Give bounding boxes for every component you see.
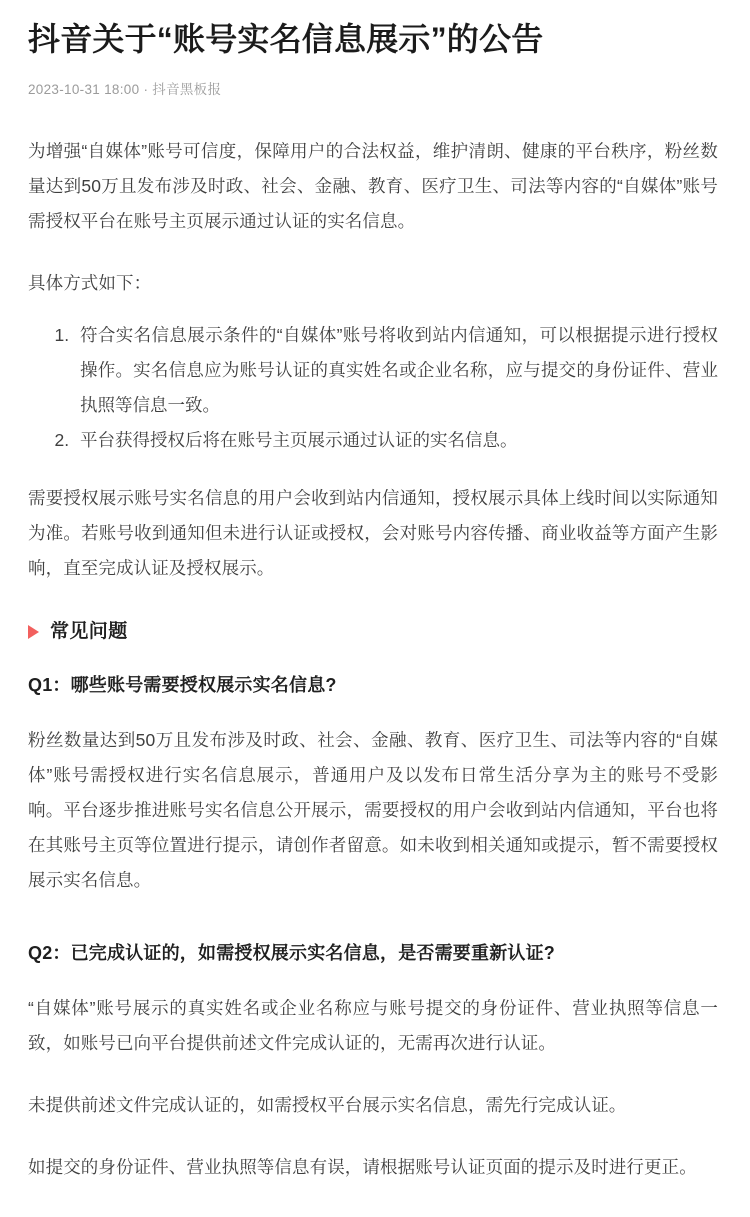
faq-question: Q2：已完成认证的，如需授权展示实名信息，是否需要重新认证?: [28, 943, 556, 964]
steps-list: [28, 318, 718, 458]
faq-answer-paragraph: 未提供前述文件完成认证的，如需授权平台展示实名信息，需先行完成认证。: [28, 1094, 627, 1115]
list-item: 1. 符合实名信息展示条件的“自媒体”账号将收到站内信通知，可以根据提示进行授权操作。实名信息应为账号认证的真实姓名或企业名称，应与提交的身份证件、营业执照等信息一致。: [74, 318, 718, 423]
faq-answer-paragraph: 如提交的身份证件、营业执照等信息有误，请根据账号认证页面的提示及时进行更正。: [28, 1156, 697, 1177]
faq-answer-paragraph: “自媒体”账号展示的真实姓名或企业名称应与账号提交的身份证件、营业执照等信息一致，如账号已向平台提供前述文件完成认证的，无需再次进行认证。: [28, 997, 718, 1053]
faq-section-title: 常见问题: [50, 620, 128, 642]
list-item: 2. 平台获得授权后将在账号主页展示通过认证的实名信息。: [74, 423, 718, 458]
faq-question: Q1：哪些账号需要授权展示实名信息?: [28, 675, 337, 696]
faq-item-q1: [28, 670, 718, 898]
faq-answer-paragraph: 粉丝数量达到50万且发布涉及时政、社会、金融、教育、医疗卫生、司法等内容的“自媒体”账号需授权进行实名信息展示，普通用户及以发布日常生活分享为主的账号不受影响。平台逐步推进账号实名信息公开展示，需要授权的用户会收到站内信通知，平台也将在其账号主页等位置进行提示，请创作者留意。如未收到相关通知或提示，暂不需要授权展示实名信息。: [28, 730, 718, 891]
article-meta: 2023-10-31 18:00 · 抖音黑板报: [28, 81, 222, 97]
faq-section-heading: [28, 620, 718, 645]
article-body: [28, 134, 718, 1185]
intro-paragraph: 为增强“自媒体”账号可信度，保障用户的合法权益，维护清朗、健康的平台秩序，粉丝数量达到50万且发布涉及时政、社会、金融、教育、医疗卫生、司法等内容的“自媒体”账号需授权平台在账号主页展示通过认证的实名信息。: [28, 140, 718, 231]
notice-paragraph: 需要授权展示账号实名信息的用户会收到站内信通知，授权展示具体上线时间以实际通知为准。若账号收到通知但未进行认证或授权，会对账号内容传播、商业收益等方面产生影响，直至完成认证及授权展示。: [28, 487, 718, 578]
page-title: 抖音关于“账号实名信息展示”的公告: [28, 21, 544, 57]
triangle-right-icon: [28, 625, 39, 639]
faq-item-q2: [28, 938, 718, 1185]
method-lead-paragraph: 具体方式如下：: [28, 272, 152, 293]
